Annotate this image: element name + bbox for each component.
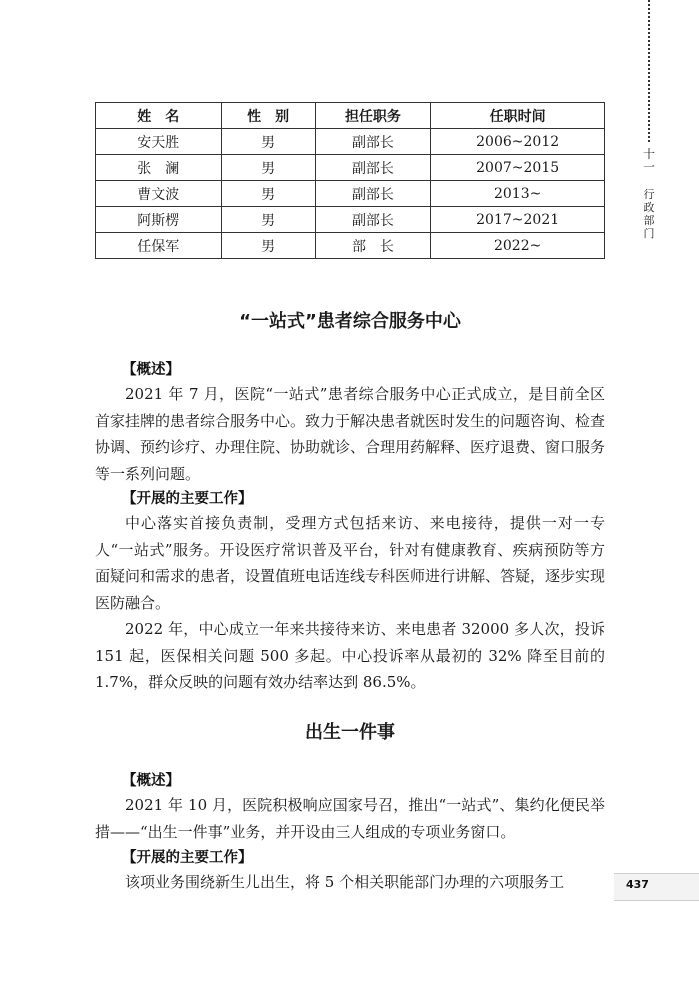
overview-paragraph: 2021 年 7 月，医院“一站式”患者综合服务中心正式成立，是目前全区首家挂牌的患者综合服务中心。致力于解决患者就医时发生的问题咨询、检查协调、预约诊疗、办理住院、协助就诊、合理用药解释、医疗退费、窗口服务等一系列问题。 <box>95 385 606 483</box>
table-row <box>96 181 605 207</box>
main-work-heading: 【开展的主要工作】 <box>122 491 253 507</box>
cell-gender: 男 <box>221 233 315 259</box>
cell-term: 2013~ <box>431 181 605 207</box>
table-row <box>96 155 605 181</box>
cell-name: 曹文波 <box>96 181 222 207</box>
cell-position: 部 长 <box>315 233 431 259</box>
section-title-one-stop-center: “一站式”患者综合服务中心 <box>239 311 461 332</box>
chapter-side-tab <box>638 148 660 240</box>
table-row <box>96 207 605 233</box>
personnel-table <box>95 102 605 259</box>
main-work-paragraph: 中心落实首接负责制，受理方式包括来访、来电接待，提供一对一专人“一站式”服务。开设医疗常识普及平台，针对有健康教育、疾病预防等方面疑问和需求的患者，设置值班电话连线专科医师进行讲解、答疑，逐步实现医防融合。 <box>95 514 606 612</box>
cell-term: 2017~2021 <box>431 207 605 233</box>
cell-gender: 男 <box>221 181 315 207</box>
statistics-paragraph: 2022 年，中心成立一年来共接待来访、来电患者 32000 多人次，投诉 151 起，医保相关问题 500 多起。中心投诉率从最初的 32% 降至目前的 1.7%，群众反映的问题有效办结率达到 86.5%。 <box>95 620 605 691</box>
chapter-char: 政 <box>643 201 655 214</box>
main-work-heading: 【开展的主要工作】 <box>122 850 253 866</box>
chapter-char: 门 <box>643 227 655 240</box>
chapter-name <box>638 188 660 240</box>
header-name: 姓 名 <box>96 103 222 129</box>
table-row <box>96 129 605 155</box>
cell-gender: 男 <box>221 129 315 155</box>
table-row <box>96 233 605 259</box>
chapter-number: 十一 <box>642 147 655 174</box>
table-header-row <box>96 103 605 129</box>
header-position: 担任职务 <box>315 103 431 129</box>
chapter-char: 部 <box>643 214 655 227</box>
overview-paragraph: 2021 年 10 月，医院积极响应国家号召，推出“一站式”、集约化便民举措——“出生一件事”业务，并开设由三人组成的专项业务窗口。 <box>95 796 605 841</box>
header-gender: 性 别 <box>221 103 315 129</box>
cell-term: 2022~ <box>431 233 605 259</box>
cell-position: 副部长 <box>315 207 431 233</box>
cell-position: 副部长 <box>315 181 431 207</box>
overview-heading: 【概述】 <box>122 773 180 789</box>
overview-heading: 【概述】 <box>122 362 180 378</box>
margin-dotted-line <box>648 0 650 142</box>
header-term: 任职时间 <box>431 103 605 129</box>
cell-name: 张 澜 <box>96 155 222 181</box>
cell-term: 2006~2012 <box>431 129 605 155</box>
cell-name: 任保军 <box>96 233 222 259</box>
cell-term: 2007~2015 <box>431 155 605 181</box>
page-number: 437 <box>626 878 649 891</box>
section-title-birth-matter: 出生一件事 <box>305 722 395 743</box>
cell-gender: 男 <box>221 207 315 233</box>
cell-position: 副部长 <box>315 155 431 181</box>
cell-name: 阿斯楞 <box>96 207 222 233</box>
main-work-paragraph: 该项业务围绕新生儿出生，将 5 个相关职能部门办理的六项服务工 <box>125 873 565 891</box>
chapter-char: 行 <box>643 188 655 201</box>
page-number-strip <box>614 873 699 901</box>
cell-position: 副部长 <box>315 129 431 155</box>
cell-gender: 男 <box>221 155 315 181</box>
cell-name: 安天胜 <box>96 129 222 155</box>
